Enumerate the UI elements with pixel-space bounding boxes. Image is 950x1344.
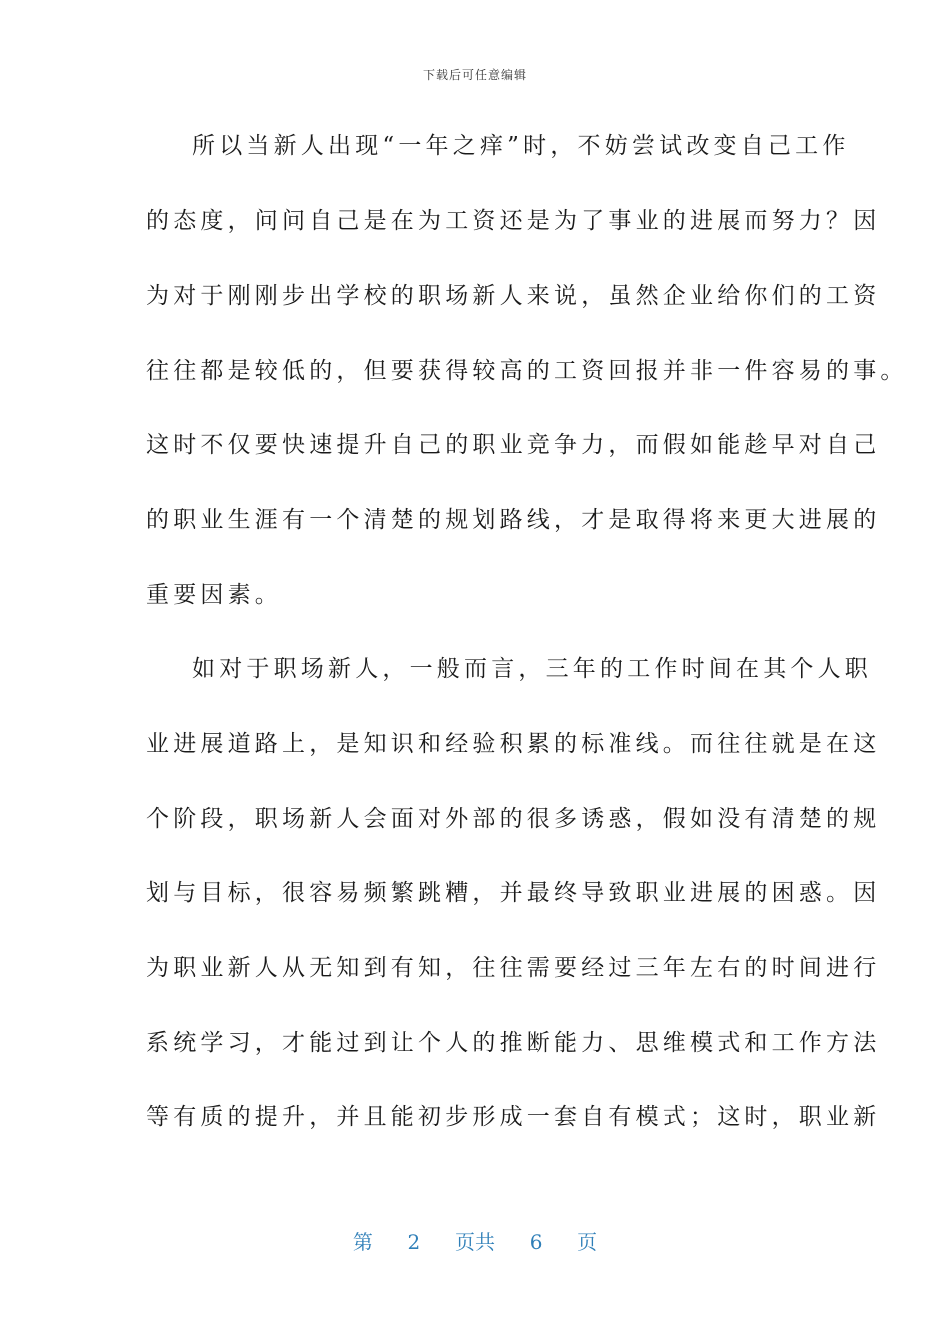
text-line: 的态度，问问自己是在为工资还是为了事业的进展而努力？因 — [146, 208, 881, 234]
footer-suffix: 页 — [577, 1230, 598, 1254]
header-note: 下载后可任意编辑 — [422, 68, 527, 82]
text-line: 个阶段，职场新人会面对外部的很多诱惑，假如没有清楚的规 — [146, 806, 881, 832]
text-line: 所以当新人出现“一年之痒”时，不妨尝试改变自己工作 — [192, 133, 850, 159]
text-line: 的职业生涯有一个清楚的规划路线，才是取得将来更大进展的 — [146, 507, 881, 533]
page-total: 6 — [529, 1230, 543, 1254]
text-line: 系统学习，才能过到让个人的推断能力、思维模式和工作方法 — [146, 1030, 881, 1056]
footer-prefix: 第 — [352, 1230, 373, 1254]
footer-middle: 页共 — [455, 1230, 495, 1254]
text-line: 为对于刚刚步出学校的职场新人来说，虽然企业给你们的工资 — [146, 283, 881, 309]
text-line: 为职业新人从无知到有知，往往需要经过三年左右的时间进行 — [146, 955, 881, 981]
page-number: 2 — [407, 1230, 421, 1254]
text-line: 业进展道路上，是知识和经验积累的标准线。而往往就是在这 — [146, 731, 881, 757]
text-line: 等有质的提升，并且能初步形成一套自有模式；这时，职业新 — [146, 1104, 881, 1130]
text-line: 划与目标，很容易频繁跳糟，并最终导致职业进展的困惑。因 — [146, 880, 881, 906]
text-line: 重要因素。 — [146, 582, 282, 608]
text-line: 这时不仅要快速提升自己的职业竞争力，而假如能趁早对自己 — [146, 432, 881, 458]
text-line: 如对于职场新人，一般而言，三年的工作时间在其个人职 — [192, 656, 872, 682]
text-line: 往往都是较低的，但要获得较高的工资回报并非一件容易的事。 — [146, 358, 908, 384]
page-footer — [0, 1226, 950, 1255]
